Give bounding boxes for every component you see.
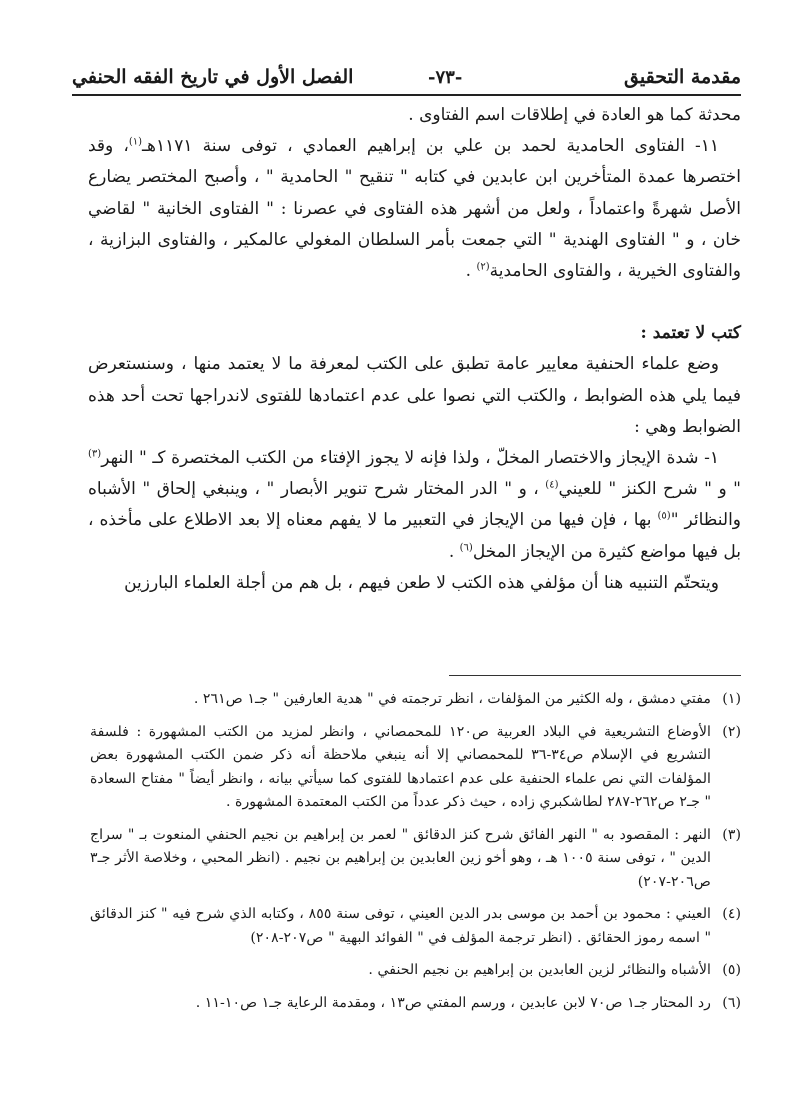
footnote-number: (٢) [722, 723, 741, 740]
footnote-1 [90, 688, 741, 712]
paragraph-0: محدثة كما هو العادة في إطلاقات اسم الفتاوى . [408, 105, 741, 125]
footnote-separator [449, 675, 741, 676]
footnote-6 [90, 992, 741, 1016]
footnote-ref-6[interactable]: (٦) [459, 541, 473, 553]
footnote-4 [90, 903, 741, 950]
footnotes [90, 688, 741, 1024]
footnote-number: (٦) [722, 994, 741, 1011]
footnote-ref-3[interactable]: (٣) [88, 448, 102, 460]
text-run: " و " شرح الكنز " للعيني [558, 479, 742, 500]
paragraph-item-1 [88, 443, 741, 568]
header-section-title: مقدمة التحقيق [624, 66, 741, 88]
footnote-ref-5[interactable]: (٥) [657, 510, 671, 522]
footnote-text: الأوضاع التشريعية في البلاد العربية ص١٢٠ للمحمصاني ، وانظر لمزيد من الكتب المشهورة : فلسفة التشريع في الإسلام ص٣٤-٣٦ للمحمصاني إلا أنه ينبغي ملاحظة أنه ذكر ضمن الكتب المشهورة بعض المؤلفات التي نص علماء الحنفية على عدم اعتمادها للفتوى كما سيأتي بيانه ، وانظر أيضاً " مفتاح السعادة " جـ٢ ص٢٦٢-٢٨٧ لطاشكبري زاده ، حيث ذكر عدداً من الكتب المعتمدة المشهورة . [90, 723, 711, 810]
text-run: ١١- الفتاوى الحامدية لحمد بن علي بن إبراهيم العمادي ، توفى سنة ١١٧١هـ [142, 136, 719, 157]
text-run: . [465, 261, 472, 282]
paragraph-item-11 [88, 131, 741, 287]
spacer [88, 287, 741, 318]
footnote-ref-2[interactable]: (٢) [476, 261, 490, 273]
text-run: ١- شدة الإيجاز والاختصار المخلّ ، ولذا فإنه لا يجوز الإفتاء من الكتب المختصرة كـ " النهر [101, 448, 719, 469]
paragraph-note: ويتحتّم التنبيه هنا أن مؤلفي هذه الكتب لا طعن فيهم ، بل هم من أجلة العلماء البارزين [124, 572, 719, 593]
main-text [88, 100, 741, 599]
footnote-3 [90, 824, 741, 895]
footnote-text: الأشباه والنظائر لزين العابدين بن إبراهيم بن نجيم الحنفي . [368, 962, 711, 978]
footnote-ref-1[interactable]: (١) [128, 136, 143, 148]
footnote-number: (٣) [722, 826, 741, 843]
footnote-text: رد المحتار جـ١ ص٧٠ لابن عابدين ، ورسم المفتي ص١٣ ، ومقدمة الرعاية جـ١ ص١٠-١١ . [195, 994, 711, 1011]
footnote-text: النهر : المقصود به " النهر الفائق شرح كنز الدقائق " لعمر بن إبراهيم بن نجيم الحنفي المنعوت بـ " سراج الدين " ، توفى سنة ١٠٠٥ هـ ، وهو أخو زين العابدين بن إبراهيم بن نجيم . (انظر المحبي ، وخلاصة الأثر جـ٣ ص٢٠٦-٢٠٧) [90, 826, 711, 890]
footnote-text: العيني : محمود بن أحمد بن موسى بدر الدين العيني ، توفى سنة ٨٥٥ ، وكتابه الذي شرح فيه " كنز الدقائق " اسمه رموز الحقائق . (انظر ترجمة المؤلف في " الفوائد البهية " ص٢٠٧-٢٠٨) [90, 906, 711, 946]
text-run: ، و " الدر المختار شرح تنوير الأبصار " ، وينبغي إلحاق " الأشباه والنظائر " [88, 479, 741, 531]
running-header [72, 60, 741, 96]
paragraph-criteria: وضع علماء الحنفية معايير عامة تطبق على الكتب لمعرفة ما لا يعتمد منها ، وسنستعرض فيما يلي هذه الضوابط ، والكتب التي نصوا على عدم اعتمادها للفتوى لاندراجها تحت أحد هذه الضوابط وهي : [88, 354, 741, 437]
footnote-number: (٤) [722, 906, 741, 922]
footnote-ref-4[interactable]: (٤) [545, 479, 559, 491]
footnote-number: (١) [722, 691, 741, 707]
section-heading: كتب لا تعتمد : [640, 323, 741, 344]
footnote-number: (٥) [722, 962, 741, 978]
text-run: . [448, 541, 455, 562]
footnote-5 [90, 959, 741, 983]
header-chapter-title: الفصل الأول في تاريخ الفقه الحنفي [72, 66, 354, 88]
text-run: ، وقد اختصرها عمدة المتأخرين ابن عابدين في كتابه " تنقيح " الحامدية " ، وأصبح المختصر يضارع الأصل شهرةً واعتماداً ، ولعل من أشهر هذه الفتاوى في عصرنا : " الفتاوى الخانية " لقاضي خان ، و " الفتاوى الهندية " التي جمعت بأمر السلطان المغولي عالمكير ، والفتاوى البزازية ، والفتاوى الخيرية ، والفتاوى الحامدية [88, 136, 741, 282]
footnote-text: مفتي دمشق ، وله الكثير من المؤلفات ، انظر ترجمته في " هدية العارفين " جـ١ ص٢٦١ . [193, 691, 711, 707]
footnote-2 [90, 721, 741, 815]
page-number: -٧٣- [428, 67, 463, 88]
text-run: بها ، فإن فيها من الإيجاز في التعبير ما لا يفهم معناه إلا بعد الاطلاع على مأخذه ، بل فيها مواضع كثيرة من الإيجاز المخل [88, 510, 741, 562]
